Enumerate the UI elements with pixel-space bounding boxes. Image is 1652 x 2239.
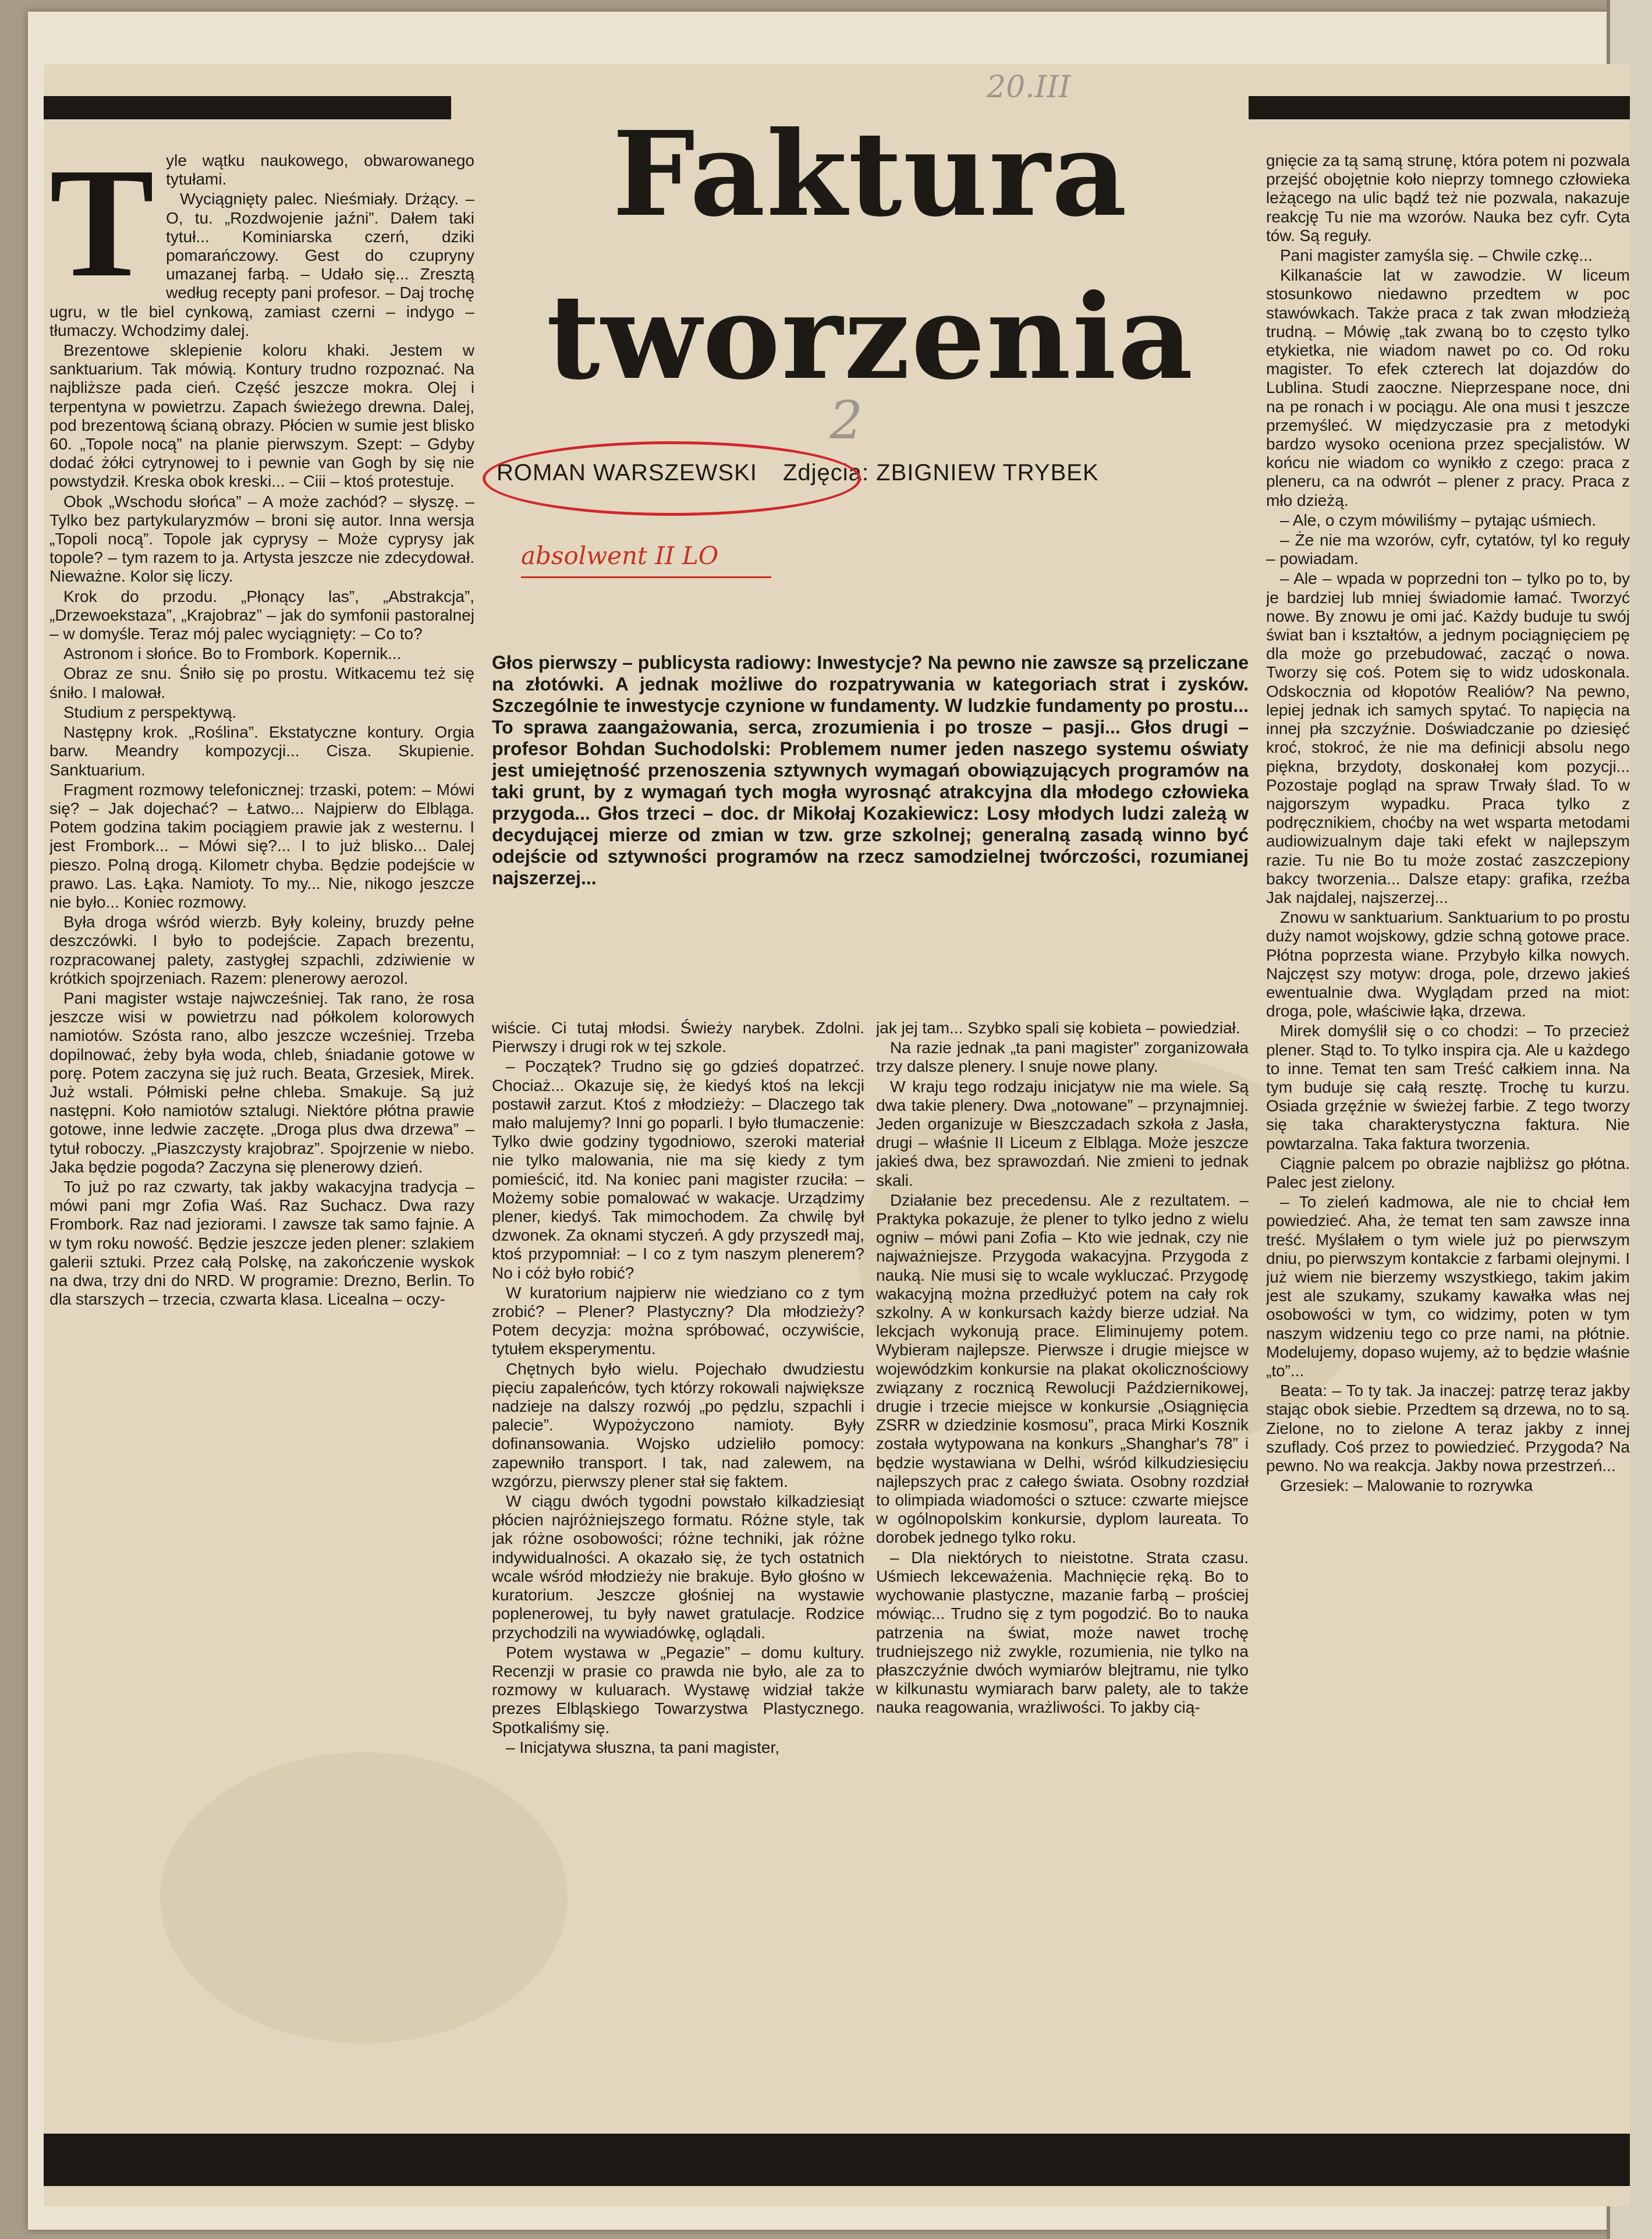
paragraph: Znowu w sanktuarium. Sanktuarium to po prostu duży namot wojskowy, gdzie schną gotowe prace. Płótna poprzesta wiane. Przybyło kilka nowych. Najczęst szy motyw: droga, pole, drzewo jakieś ewentualnie dwa. Wyglądam przed na miot: droga, pole, właściwie łąka, drzewa. [1266, 908, 1630, 1021]
author-name: ROMAN WARSZEWSKI [497, 460, 757, 486]
drop-cap: T [49, 151, 155, 310]
paragraph: – Dla niektórych to nieistotne. Strata czasu. Uśmiech lekceważenia. Machnięcie ręką. Bo to wychowanie plastyczne, mazanie farbą – prościej mówiąc... Trudno się z tym pogodzić. Bo to nauka patrzenia na świat, może nawet trochę trudniejszego niż zwykle, rozumienia, nie tylko na płaszczyźnie dwóch wymiarów blejtramu, nie tylko w kilkunastu wymiarach barw palety, ale to także nauka reagowania, wrażliwości. To jakby cią- [876, 1548, 1249, 1717]
paragraph: Ciągnie palcem po obrazie najbliższ go płótna. Palec jest zielony. [1266, 1154, 1630, 1191]
paragraph: W kuratorium najpierw nie wiedziano co z tym zrobić? – Plener? Plastyczny? Dla młodzieży? Potem decyzja: można spróbować, oczywiście, tytułem eksperymentu. [492, 1283, 864, 1358]
paragraph: – To zieleń kadmowa, ale nie to chciał łem powiedzieć. Aha, że temat ten sam zawsze inna treść. Myślałem o tym wiele już po pierwszym dniu, po pierwszym kontakcie z farbami olejnymi. I już wiem nie bierzemy wszystkiego, takim jakim jest ale szukamy, szukamy kawałka włas nej osobowości w tym, co widzimy, poten w tym naszym widzeniu tego co prze nami, na płótnie. Modelujemy, dopaso wujemy, aż to będzie właśnie „to”... [1266, 1193, 1630, 1380]
paragraph: Obraz ze snu. Śniło się po prostu. Witkacemu też się śniło. I malował. [49, 664, 474, 702]
paragraph: W ciągu dwóch tygodni powstało kilkadziesiąt płócien najróżniejszego formatu. Różne style, tak jak różne osobowości; różne techniki, jak różne indywidualności. A okazało się, że tych ostatnich wcale wśród młodzieży nie brakuje. Było głośno w kuratorium. Jeszcze głośniej na wystawie poplenerowej, tu były nawet gratulacje. Rodzice przychodzili na wywiadówkę, oglądali. [492, 1492, 864, 1642]
paragraph: gnięcie za tą samą strunę, która potem ni pozwala przejść obojętnie koło nieprzy tomnego człowieka leżącego na ulic bądź też nie pozwala, nakazuje reakcję Tu nie ma wzorów. Nauka bez cyfr. Cyta tów. Są reguły. [1266, 151, 1630, 245]
article-title-line1: Faktura [612, 106, 1128, 243]
paragraph: W kraju tego rodzaju inicjatyw nie ma wiele. Są dwa takie plenery. Dwa „notowane” – przynajmniej. Jeden organizuje w Bieszczadach szkoła z Jasła, drugi – właśnie II Liceum z Elbląga. Może jeszcze jakieś dwa, bez sprawozdań. Nie zmieni to jednak skali. [876, 1077, 1249, 1189]
paragraph: Wyciągnięty palec. Nieśmiały. Drżący. – O, tu. „Rozdwojenie jaźni”. Dałem taki tytuł... Kominiarska czerń, dziki pomarańczowy. Gest do czupryny umazanej farbą. – Udało się... Zresztą według recepty pani profesor. – Daj trochę ugru, w tle biel cynkową, zamiast czerni – indygo – tłumaczy. Wchodzimy dalej. [49, 190, 474, 339]
handwritten-top-note: 20.III [987, 70, 1071, 105]
red-circle-mark [483, 441, 861, 516]
paragraph: – Ale, o czym mówiliśmy – pytając uśmiech. [1280, 511, 1597, 529]
red-underline [521, 576, 771, 578]
paragraph: To już po raz czwarty, tak jakby wakacyjna tradycja – mówi pani mgr Zofia Waś. Raz Suchacz. Dwa razy Frombork. Raz nad jeziorami. I zawsze tak samo fajnie. A w tym roku nowość. Będzie jeszcze jeden plener: szlakiem galerii sztuki. Przez całą Polskę, na zakończenie wyskok na dwa, trzy dni do NRD. W programie: Drezno, Berlin. To dla starszych – trzecia, czwarta klasa. Licealna – oczy- [49, 1177, 474, 1309]
handwritten-number: 2 [829, 390, 863, 451]
byline [492, 460, 1249, 486]
paragraph: Studium z perspektywą. [63, 703, 237, 721]
paragraph: Beata: – To ty tak. Ja inaczej: patrzę teraz jakby stając obok siebie. Przedtem są drzewa, no to są. Zielone, no to zielone A teraz jakby z innej szuflady. Coś przez to powiedzieć. Przygoda? Na pewno. No wa reakcja. Jakby nowa przestrzeń... [1266, 1381, 1630, 1475]
paragraph: Mirek domyślił się o co chodzi: – To przecież plener. Stąd to. To tylko inspira cja. Ale u każdego to inne. Temat ten sam Treść całkiem inna. Na tym buduje się całą resztę. Trochę tu kurzu. Osiada grzęźnie w świeżej farbie. Z tego tworzy się taka charakterystyczna faktura. Nie powtarzalna. Taka faktura tworzenia. [1266, 1022, 1630, 1153]
paragraph: – Początek? Trudno się go gdzieś dopatrzeć. Chociaż... Okazuje się, że kiedyś ktoś na lekcji postawił zarzut. Ktoś z młodzieży: – Dlaczego tak mało malujemy? Inni go poparli. I było tłumaczenie: Tylko dwie godziny tygodniowo, szeroki materiał nie tylko malowania, nie ma się kiedy z tym pomieścić, itd. Na koniec pani magister rzuciła: – Możemy sobie pomalować w wakacje. Urządzimy plener, kiedyś. Tak mimochodem. Za chwilę był dzwonek. Za oknami styczeń. A gdy przyszedł maj, ktoś przypomniał: – I co z tym naszym plenerem? No i cóż było robić? [492, 1057, 864, 1282]
paragraph: yle wątku naukowego, obwarowanego tytułami. [166, 151, 474, 189]
paragraph: jak jej tam... Szybko spali się kobieta – powiedział. [876, 1019, 1240, 1037]
article-title-line2: tworzenia [546, 269, 1194, 406]
paragraph: Obok „Wschodu słońca” – A może zachód? – słyszę. – Tylko bez partykularyzmów – broni się autor. Inna wersja „Topoli nocą”. Topole jak cyprysy – Może cyprysy jak topole? – tym razem to ja. Artysta jeszcze nie zdecydował. Nieważne. Kolor się liczy. [49, 492, 474, 586]
paragraph: Astronom i słońce. Bo to Frombork. Kopernik... [63, 644, 402, 663]
paragraph: Grzesiek: – Malowanie to rozrywka [1280, 1476, 1533, 1495]
paragraph: Chętnych było wielu. Pojechało dwudziestu pięciu zapaleńców, tych którzy rokowali największe nadzieje na dalszy rozwój „po pędzlu, szpachli i palecie”. Wypożyczono namioty. Były dofinansowania. Wojsko udzieliło pomocy: zapewniło transport. I tak, nad zalewem, na wzgórzu, pierwszy plener stał się faktem. [492, 1359, 864, 1490]
top-bar-right [1249, 96, 1630, 119]
column-4 [1266, 151, 1630, 2125]
paragraph: Pani magister wstaje najwcześniej. Tak rano, że rosa jeszcze wisi w powietrzu nad półkolem kolorowych namiotów. Szósta rano, albo jeszcze wcześniej. Trzeba dopilnować, żeby była woda, chleb, śniadanie gotowe w porę. Potem zaczyna się już ruch. Beata, Grzesiek, Mirek. Już wstali. Półmiski pełne chleba. Smakuje. Są już następni. Koło namiotów sztalugi. Niektóre płótna prawie gotowe, inne ledwie zaczęte. „Droga plus dwa drzewa” – tytuł roboczy. „Piaszczysty krajobraz”. Spojrzenie w niebo. Jaka będzie pogoda? Zaczyna się plenerowy dzień. [49, 989, 474, 1176]
paragraph: Była droga wśród wierzb. Były koleiny, bruzdy pełne deszczówki. I było to podejście. Zapach brezentu, rozpracowanej palety, zastygłej szpachli, zdziwienie w krótkich spojrzeniach. Razem: plenerowy aerozol. [49, 913, 474, 987]
paragraph: Pani magister zamyśla się. – Chwile czkę... [1280, 246, 1593, 265]
photo-credit: Zdjęcia: ZBIGNIEW TRYBEK [782, 460, 1099, 486]
paragraph: Na razie jednak „ta pani magister” zorganizowała trzy dalsze plenery. I snuje nowe plany. [876, 1039, 1249, 1076]
paragraph: – Inicjatywa słuszna, ta pani magister, [506, 1738, 780, 1756]
paragraph: – Że nie ma wzorów, cyfr, cytatów, tyl ko reguły – powiadam. [1266, 531, 1630, 568]
paragraph: Działanie bez precedensu. Ale z rezultatem. – Praktyka pokazuje, że plener to tylko jedno z wielu ogniw – mówi pani Zofia – Kto wie jednak, czy nie najważniejsze. Przygoda wakacyjna. Przygoda z nauką. Nie musi się to wcale wykluczać. Przygodę wakacyjną można przedłużyć potem na cały rok szkolny. A w konkursach każdy bierze udział. Na lekcjach wykonują prace. Eliminujemy potem. Wybieram najlepsze. Pierwsze i drugie miejsce w wojewódzkim konkursie na plakat okolicznościowy związany z rocznicą Rewolucji Październikowej, drugie i trzecie miejsce w konkursie „Osiągnięcia ZSRR w dziedzinie kosmosu”, praca Mirki Kosznik została wytypowana na konkurs „Shanghar's 78” i będzie wystawiana w Delhi, wśród kilkudziesięciu najlepszych prac z całego świata. Osobny rozdział to olimpiada wiadomości o sztuce: czwarte miejsce w ogólnopolskim konkursie, dyplom laureata. To dorobek jednego tylko roku. [876, 1191, 1249, 1547]
article-lead: Głos pierwszy – publicysta radiowy: Inwestycje? Na pewno nie zawsze są przeliczane na złotówki. A jednak możliwe do rozpatrywania w kategoriach strat i zysków. Szczególnie te inwestycje czynione w fundamenty. W ludzkie fundamenty po prostu... To sprawa zaangażowania, serca, zrozumienia i po trosze – pasji... Głos drugi – profesor Bohdan Suchodolski: Problemem numer jeden naszego systemu oświaty jest umiejętność przenoszenia sztywnych wymagań obowiązujących programów na taki grunt, by z wymagań tych mogła wyrosnąć atrakcyjna dla młodego człowieka przygoda... Głos trzeci – doc. dr Mikołaj Kozakiewicz: Losy młodych ludzi zależą w decydującej mierze od zmian w tzw. grze szkolnej; generalną zasadą winno być odejście od sztywności programów na rzecz samodzielnej twórczości, rozumianej najszerzej... [492, 652, 1249, 888]
column-3 [876, 1019, 1249, 2125]
paragraph: wiście. Ci tutaj młodsi. Świeży narybek. Zdolni. Pierwszy i drugi rok w tej szkole. [492, 1019, 864, 1056]
handwritten-red-note: absolwent II LO [521, 541, 719, 570]
column-2 [492, 1019, 864, 2125]
paragraph: Fragment rozmowy telefonicznej: trzaski, potem: – Mówi się? – Jak dojechać? – Łatwo... Najpierw do Elbląga. Potem godzina takim pociągiem prawie jak z westernu. I jest Frombork... – Mówi się?... I to już blisko... Dalej pieszo. Polną drogą. Kilometr chyba. Będzie podejście w prawo. Las. Łąka. Namioty. To my... Nie, nikogo jeszcze nie było... Koniec rozmowy. [49, 780, 474, 911]
paragraph: Brezentowe sklepienie koloru khaki. Jestem w sanktuarium. Tak mówią. Kontury trudno rozpoznać. Na najbliższe pada cień. Część jeszcze mokra. Olej i terpentyna w powietrzu. Zapach świeżego drewna. Dalej, pod brezentową ścianą obrazy. Płócien w sumie jest blisko 60. „Topole nocą” na planie pierwszym. Szept: – Gdyby dodać żółci cytrynowej to i pewnie van Gogh by się nie powstydził. Kreska obok kreski... – Ciii – ktoś protestuje. [49, 341, 474, 491]
newspaper-clipping [44, 64, 1630, 2206]
paragraph: Potem wystawa w „Pegazie” – domu kultury. Recenzji w prasie co prawda nie było, ale za to rozmowy w kuluarach. Wystawę widział także prezes Elbląskiego Towarzystwa Plastycznego. Spotkaliśmy się. [492, 1643, 864, 1737]
paragraph: Następny krok. „Roślina”. Ekstatyczne kontury. Orgia barw. Meandry kompozycji... Cisza. Skupienie. Sanktuarium. [49, 723, 474, 779]
column-1 [49, 151, 474, 2125]
bottom-bar [44, 2134, 1630, 2186]
paragraph: – Ale – wpada w poprzedni ton – tylko po to, by je bardziej lub mniej świadomie łamać. Tworzyć nowe. By znowu je omi jać. Każdy buduje tu swój świat ban i kształtów, a jednym pociągnięciem pę dla może go przebudować, zacząć o nowa. Tworzy się coś. Potem się to widz udoskonala. Odskocznia od kłopotów Realiów? Na pewno, lepiej jednak ich samych spytać. To napięcia na innej pła szczyźnie. Doświadczanie po dziesięć kroć, stokroć, że nie ma definicji absolu nego piękna, brzydoty, doskonałej kom pozycji... Pozostaje pogląd na spraw Trwały ślad. To w najgorszym wypadku. Praca tylko z podręcznikiem, choćby na wet wsparta metodami audiowizualnym daje taki efekt w najlepszym razie. Tu nie Bo tu może zostać zaszczepiony bakcy tworzenia... Dalsze etapy: grafika, rzeźba Jak najdalej, najszerzej... [1266, 569, 1630, 906]
paragraph: Krok do przodu. „Płonący las”, „Abstrakcja”, „Drzewoekstaza”, „Krajobraz” – jak do symfonii pastoralnej – w domyśle. Teraz mój palec wyciągnięty: – Co to? [49, 587, 474, 643]
top-bar-left [44, 96, 451, 119]
paragraph: Kilkanaście lat w zawodzie. W liceum stosunkowo niedawno przedtem w poc stawówkach. Także praca z tak zwan młodzieżą trudną. – Mówię „tak zwaną bo to często tylko etykietka, nie wiadom nawet po co. Od roku magister. To efek czterech lat dojazdów do Lublina. Studi zaoczne. Nieprzespane noce, dni na pe ronach i w pociągu. Ale ona musi t jeszcze przemyśleć. W międzyczasie pra z metodyki bardzo wysoko oceniona przez specjalistów. W końcu nie wiadom co wynikło z czego: praca z pleneru, ca na odwrót – plener z pracy. Praca z mło dzieżą. [1266, 266, 1630, 509]
